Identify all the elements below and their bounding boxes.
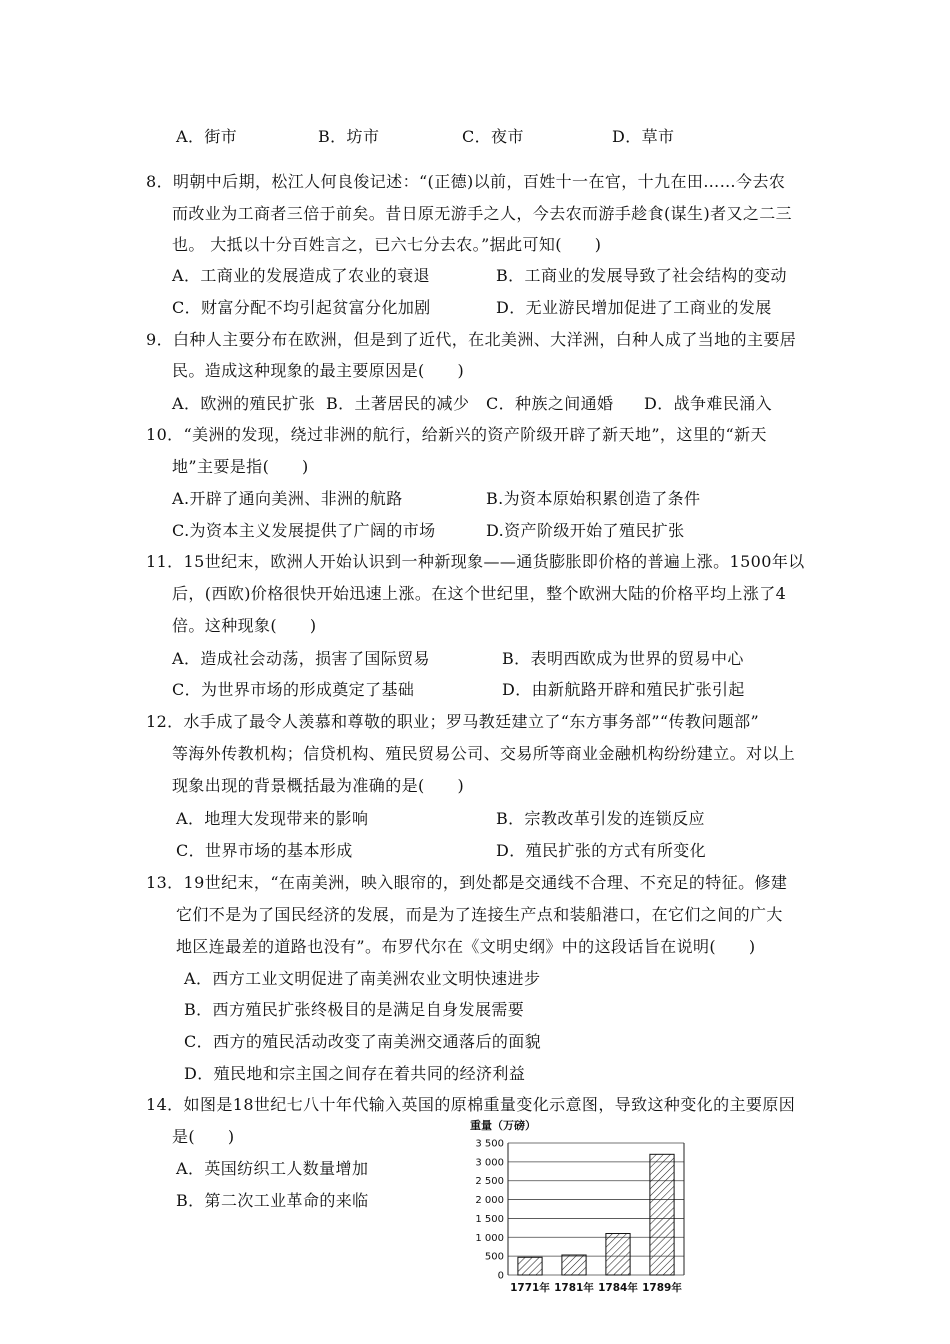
chart-y-tick-label: 500 bbox=[484, 1251, 504, 1263]
chart-y-tick-label: 2 500 bbox=[475, 1176, 504, 1188]
q11-option-d: D．由新航路开辟和殖民扩张引起 bbox=[502, 680, 745, 699]
q7-option-d: D．草市 bbox=[612, 127, 675, 146]
q8-option-c: C．财富分配不均引起贫富分化加剧 bbox=[172, 298, 431, 317]
cotton-weight-bar-chart bbox=[462, 1115, 702, 1305]
q13-option-d: D．殖民地和宗主国之间存在着共同的经济利益 bbox=[184, 1064, 526, 1083]
q12-stem-line: 等海外传教机构；信贷机构、殖民贸易公司、交易所等商业金融机构纷纷建立。对以上 bbox=[172, 744, 796, 763]
q10-option-a: A.开辟了通向美洲、非洲的航路 bbox=[172, 489, 403, 508]
chart-x-tick-label: 1771年 bbox=[510, 1282, 550, 1294]
q9-stem-line: 民。造成这种现象的最主要原因是( ) bbox=[172, 361, 465, 380]
q14-stem-line: 14．如图是18世纪七八十年代输入英国的原棉重量变化示意图，导致这种变化的主要原因 bbox=[146, 1095, 796, 1114]
chart-bar bbox=[606, 1234, 630, 1275]
q12-stem-line: 现象出现的背景概括最为准确的是( ) bbox=[172, 776, 465, 795]
chart-y-tick-label: 3 500 bbox=[475, 1138, 504, 1150]
q12-option-d: D．殖民扩张的方式有所变化 bbox=[496, 841, 707, 860]
q13-stem-line: 它们不是为了国民经济的发展，而是为了连接生产点和装船港口，在它们之间的广大 bbox=[176, 905, 783, 924]
q11-option-b: B．表明西欧成为世界的贸易中心 bbox=[502, 649, 744, 668]
q8-option-a: A．工商业的发展造成了农业的衰退 bbox=[172, 266, 430, 285]
q9-option-d: D．战争难民涌入 bbox=[644, 394, 773, 413]
q13-option-b: B．西方殖民扩张终极目的是满足自身发展需要 bbox=[184, 1000, 525, 1019]
q7-option-c: C．夜市 bbox=[462, 127, 524, 146]
q11-option-a: A．造成社会动荡，损害了国际贸易 bbox=[172, 649, 430, 668]
chart-x-tick-label: 1789年 bbox=[642, 1282, 682, 1294]
q11-stem-line: 倍。这种现象( ) bbox=[172, 616, 317, 635]
chart-bars bbox=[518, 1154, 674, 1275]
q11-stem-line: 11．15世纪末，欧洲人开始认识到一种新现象——通货膨胀即价格的普遍上涨。1500年以 bbox=[146, 552, 805, 571]
chart-x-ticks bbox=[510, 1281, 682, 1294]
q12-option-c: C．世界市场的基本形成 bbox=[176, 841, 353, 860]
chart-y-ticks bbox=[475, 1139, 504, 1282]
q7-option-a: A．街市 bbox=[176, 127, 238, 146]
q13-stem-line: 地区连最差的道路也没有”。布罗代尔在《文明史纲》中的这段话旨在说明( ) bbox=[176, 937, 756, 956]
chart-y-tick-label: 1 500 bbox=[475, 1213, 504, 1225]
q8-stem-line: 也。 大抵以十分百姓言之，已六七分去农。”据此可知( ) bbox=[172, 235, 602, 254]
q9-option-b: B．土著居民的减少 bbox=[326, 394, 470, 413]
chart-y-tick-label: 0 bbox=[497, 1270, 504, 1282]
chart-bar bbox=[518, 1257, 542, 1275]
q10-option-c: C.为资本主义发展提供了广阔的市场 bbox=[172, 521, 436, 540]
chart-x-tick-label: 1784年 bbox=[598, 1282, 638, 1294]
q14-stem-line: 是( ) bbox=[172, 1127, 235, 1146]
q10-stem-line: 10．“美洲的发现，绕过非洲的航行，给新兴的资产阶级开辟了新天地”，这里的“新天 bbox=[146, 425, 767, 444]
q10-option-b: B.为资本原始积累创造了条件 bbox=[486, 489, 701, 508]
q8-option-b: B．工商业的发展导致了社会结构的变动 bbox=[496, 266, 787, 285]
q9-stem-line: 9．白种人主要分布在欧洲，但是到了近代，在北美洲、大洋洲，白种人成了当地的主要居 bbox=[146, 330, 797, 349]
q9-option-c: C．种族之间通婚 bbox=[486, 394, 614, 413]
q8-stem-line: 而改业为工商者三倍于前矣。昔日原无游手之人，今去农而游手趁食(谋生)者又之二三 bbox=[172, 204, 793, 223]
q12-option-b: B．宗教改革引发的连锁反应 bbox=[496, 809, 705, 828]
q12-stem-line: 12．水手成了最令人羡慕和尊敬的职业；罗马教廷建立了“东方事务部”“传教问题部” bbox=[146, 712, 760, 731]
q13-stem-line: 13．19世纪末，“在南美洲，映入眼帘的，到处都是交通线不合理、不充足的特征。修建 bbox=[146, 873, 788, 892]
q13-option-a: A．西方工业文明促进了南美洲农业文明快速进步 bbox=[184, 969, 541, 988]
chart-y-tick-label: 2 000 bbox=[475, 1195, 504, 1207]
q14-option-a: A．英国纺织工人数量增加 bbox=[176, 1159, 369, 1178]
q8-stem-line: 8．明朝中后期，松江人何良俊记述：“(正德)以前，百姓十一在官，十九在田……今去农 bbox=[146, 172, 786, 191]
q12-option-a: A．地理大发现带来的影响 bbox=[176, 809, 369, 828]
chart-x-tick-label: 1781年 bbox=[554, 1282, 594, 1294]
q13-option-c: C．西方的殖民活动改变了南美洲交通落后的面貌 bbox=[184, 1032, 542, 1051]
chart-bar bbox=[650, 1154, 674, 1275]
q11-option-c: C．为世界市场的形成奠定了基础 bbox=[172, 680, 415, 699]
q9-option-a: A．欧洲的殖民扩张 bbox=[172, 394, 316, 413]
q11-stem-line: 后，(西欧)价格很快开始迅速上涨。在这个世纪里，整个欧洲大陆的价格平均上涨了4 bbox=[172, 584, 787, 603]
q8-option-d: D．无业游民增加促进了工商业的发展 bbox=[496, 298, 772, 317]
chart-y-tick-label: 1 000 bbox=[475, 1232, 504, 1244]
chart-bar bbox=[562, 1255, 586, 1275]
chart-y-axis-label: 重量（万磅） bbox=[470, 1119, 536, 1132]
q7-option-b: B．坊市 bbox=[318, 127, 380, 146]
q10-stem-line: 地”主要是指( ) bbox=[172, 457, 309, 476]
q14-option-b: B．第二次工业革命的来临 bbox=[176, 1191, 369, 1210]
chart-y-tick-label: 3 000 bbox=[475, 1157, 504, 1169]
q10-option-d: D.资产阶级开始了殖民扩张 bbox=[486, 521, 685, 540]
